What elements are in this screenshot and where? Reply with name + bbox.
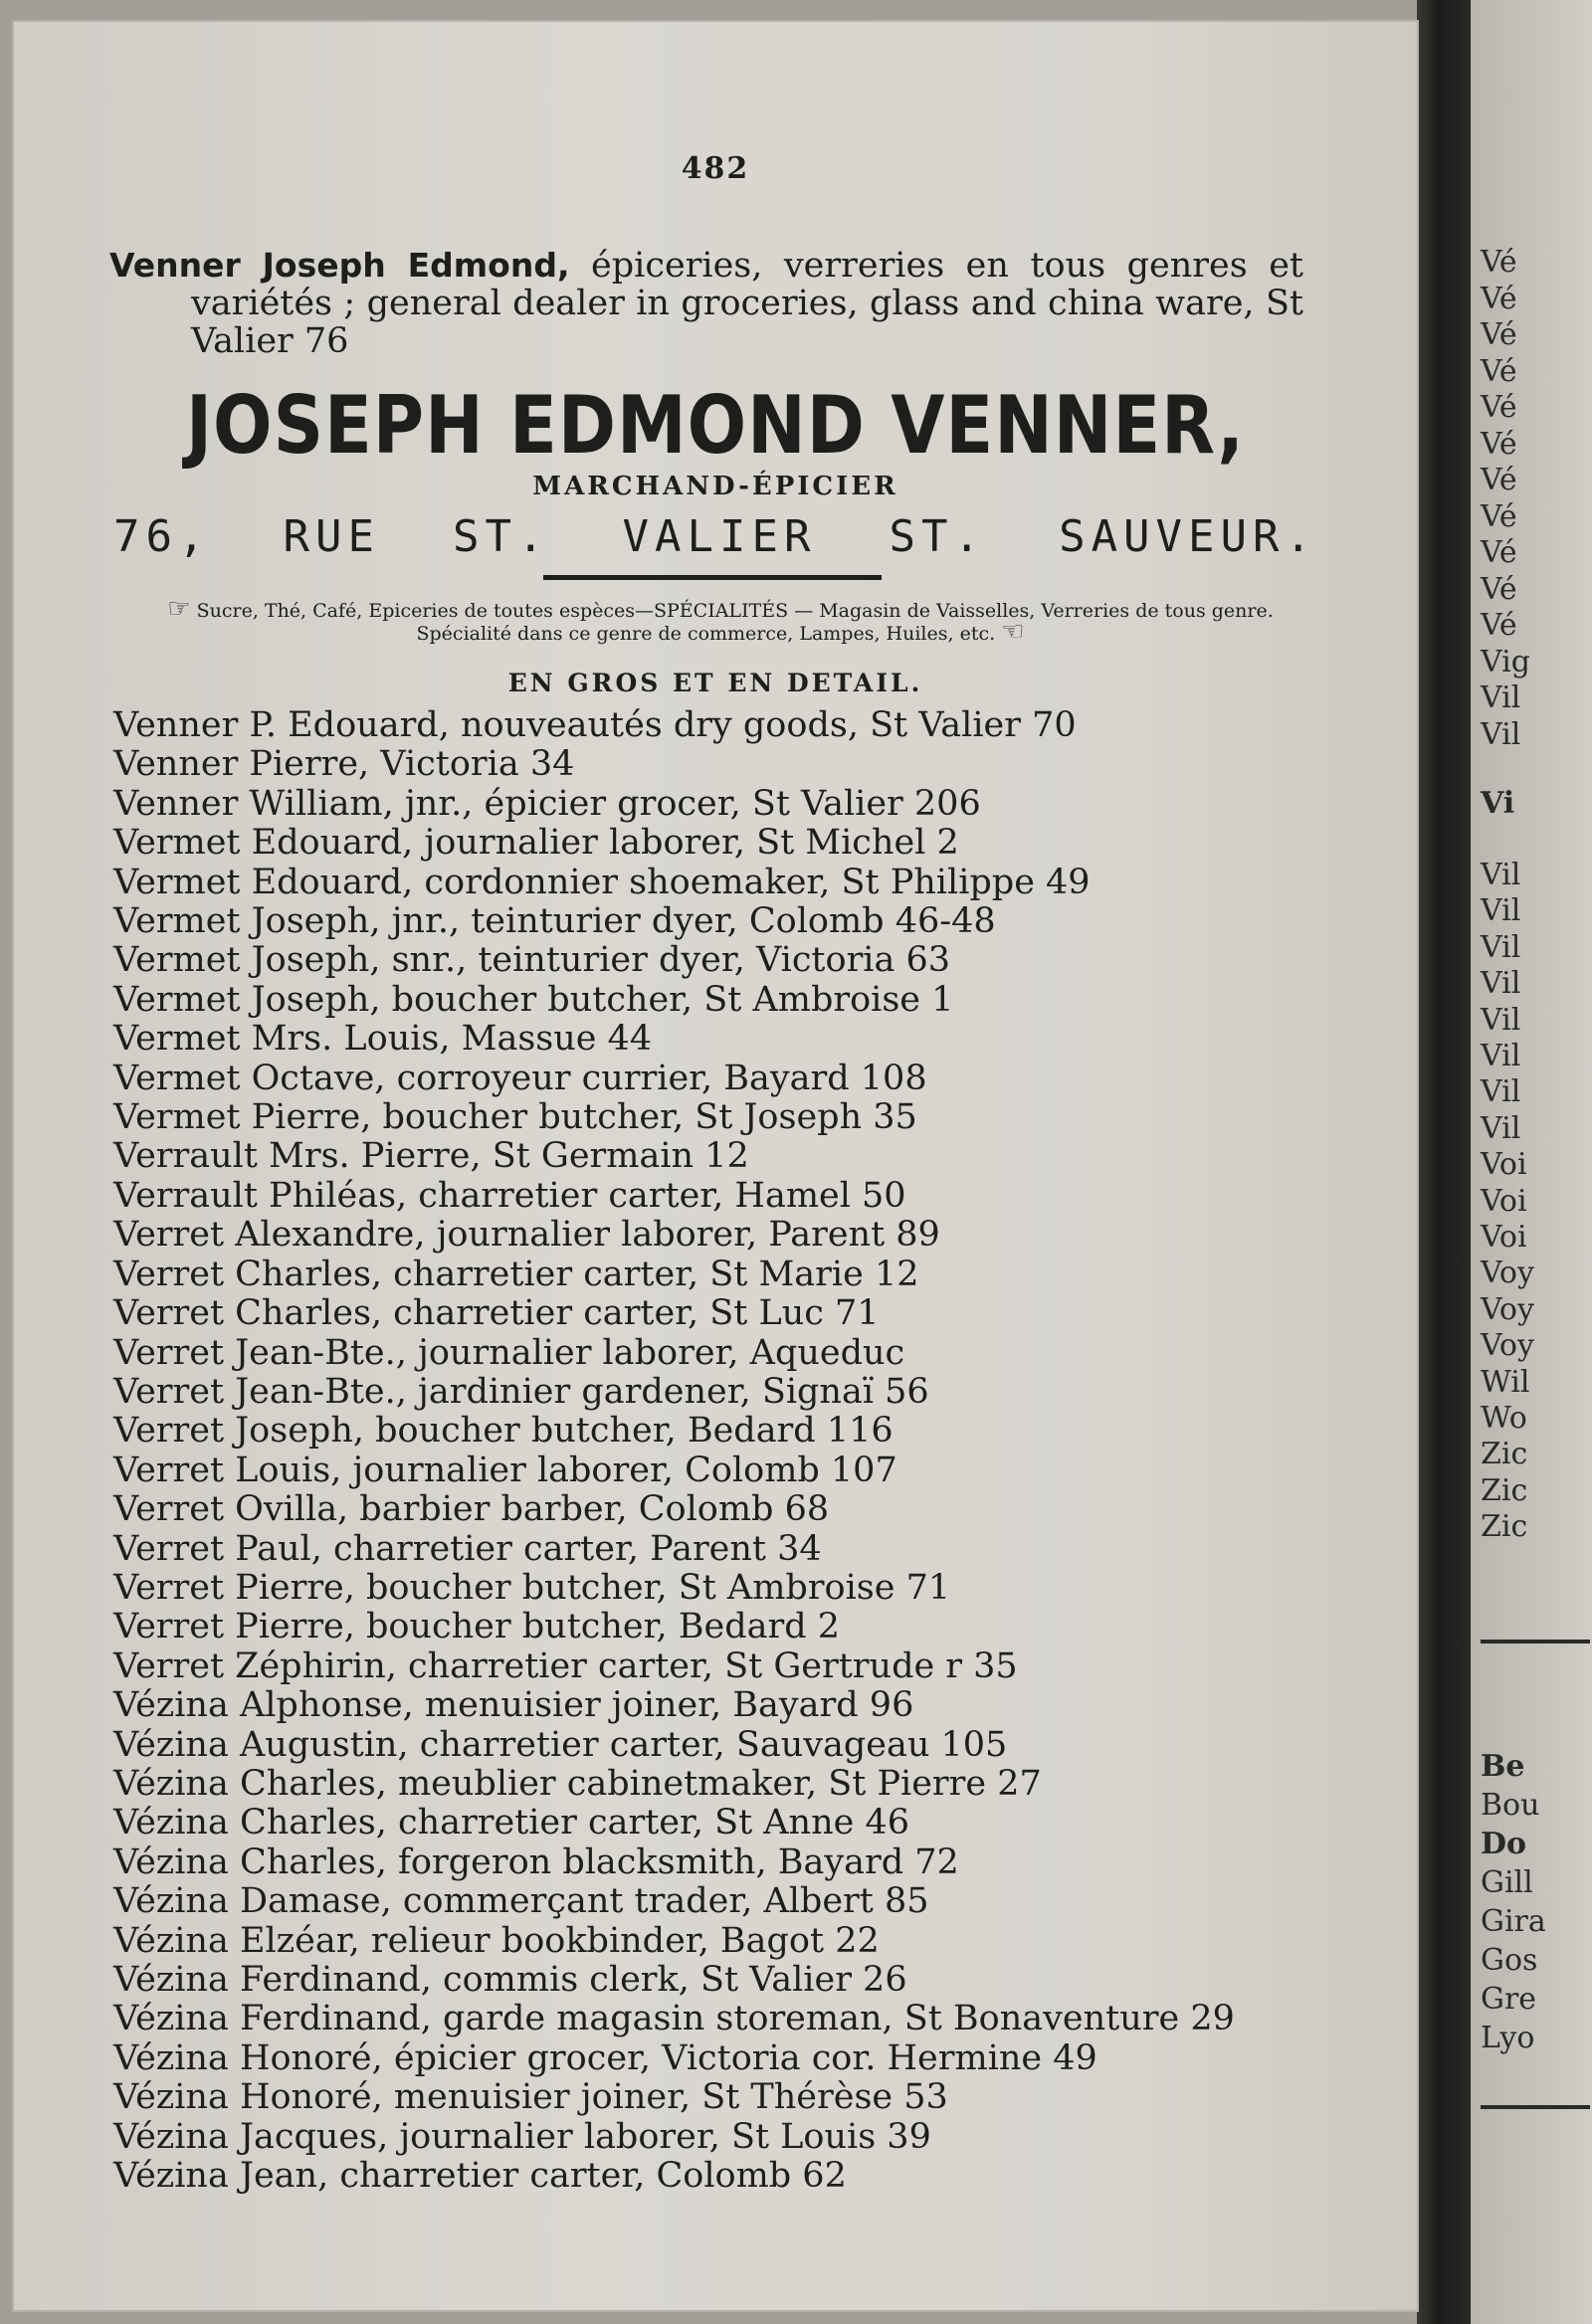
directory-page <box>14 22 1417 2310</box>
directory-entry: Verrault Mrs. Pierre, St Germain 12 <box>113 1136 749 1177</box>
directory-entry: Vézina Damase, commerçant trader, Albert 85 <box>113 1881 929 1922</box>
directory-entry: Vézina Charles, charretier carter, St Anne 46 <box>113 1803 910 1843</box>
adjacent-page-rule <box>1481 1640 1590 1644</box>
directory-entry: Vézina Elzéar, relieur bookbinder, Bagot 22 <box>113 1920 880 1961</box>
adjacent-page-fragment: Do <box>1481 1827 1527 1861</box>
directory-entry: Vézina Honoré, épicier grocer, Victoria cor. Hermine 49 <box>113 2037 1097 2078</box>
adjacent-page-fragment: Vig <box>1481 644 1530 679</box>
directory-entry: Vézina Alphonse, menuisier joiner, Bayard 96 <box>113 1685 914 1726</box>
adjacent-page-fragment: Vé <box>1481 353 1517 389</box>
directory-entry: Vézina Honoré, menuisier joiner, St Thérèse 53 <box>113 2077 948 2118</box>
adjacent-page-fragment: Bou <box>1481 1788 1540 1823</box>
adjacent-page-fragment: Zic <box>1481 1437 1528 1472</box>
adjacent-page-fragment: Vil <box>1481 1002 1521 1038</box>
adjacent-page-fragment: Vé <box>1481 608 1517 643</box>
directory-entry: Vermet Joseph, boucher butcher, St Ambroise 1 <box>113 979 954 1020</box>
directory-entry: Vézina Augustin, charretier carter, Sauvageau 105 <box>113 1724 1008 1765</box>
directory-entry: Vermet Edouard, journalier laborer, St Michel 2 <box>113 823 959 864</box>
adjacent-page-fragment: Vil <box>1481 1074 1521 1110</box>
adjacent-page-fragment: Vil <box>1481 680 1521 715</box>
advertisement-tagline: EN GROS ET EN DETAIL. <box>507 669 923 697</box>
book-gutter <box>1417 0 1471 2324</box>
adjacent-page-fragment: Vé <box>1481 498 1517 534</box>
directory-entry: Vermet Pierre, boucher butcher, St Joseph 35 <box>113 1097 917 1138</box>
adjacent-page-fragment: Voy <box>1481 1328 1534 1364</box>
pointing-hand-left-icon: ☜ <box>1001 617 1025 647</box>
advertisement-note-text: Sucre, Thé, Café, Epiceries de toutes espèces—SPÉCIALITÉS — Magasin de Vaisselles, Verreries de tous genre. Spécialité dans ce genre de commerce, Lampes, Huiles, etc. <box>196 600 1274 645</box>
adjacent-page-fragment: Vé <box>1481 245 1517 280</box>
directory-entry: Verret Jean-Bte., jardinier gardener, Signaï 56 <box>113 1371 929 1412</box>
adjacent-page-fragment: Zic <box>1481 1472 1528 1508</box>
advertisement-title: JOSEPH EDMOND VENNER, <box>186 378 1245 473</box>
adjacent-page-fragment: Wil <box>1481 1364 1530 1400</box>
adjacent-page-edge <box>1471 0 1592 2324</box>
adjacent-page-fragment: Wo <box>1481 1401 1527 1436</box>
adjacent-page-fragment: Vi <box>1481 786 1515 821</box>
adjacent-page-fragment: Vé <box>1481 390 1517 425</box>
directory-entry: Vermet Mrs. Louis, Massue 44 <box>113 1019 653 1060</box>
advertisement-subtitle: MARCHAND-ÉPICIER <box>532 472 898 501</box>
directory-entries <box>113 706 1307 2196</box>
directory-entry: Verrault Philéas, charretier carter, Hamel 50 <box>113 1175 906 1216</box>
directory-entry: Vermet Joseph, snr., teinturier dyer, Victoria 63 <box>113 940 951 981</box>
adjacent-page-fragment: Gill <box>1481 1865 1533 1900</box>
directory-entry: Verret Ovilla, barbier barber, Colomb 68 <box>113 1489 830 1530</box>
adjacent-page-fragment: Be <box>1481 1749 1525 1784</box>
adjacent-page-fragment: Voi <box>1481 1183 1527 1219</box>
adjacent-page-fragment: Vil <box>1481 1039 1521 1073</box>
directory-entry: Verret Alexandre, journalier laborer, Parent 89 <box>113 1215 940 1256</box>
adjacent-page-rule <box>1481 2105 1590 2109</box>
directory-entry: Vézina Charles, forgeron blacksmith, Bayard 72 <box>113 1841 959 1882</box>
first-entry-text: épiceries, verreries en tous genres et variétés ; general dealer in groceries, glass and china ware, St Valier 76 <box>191 246 1303 361</box>
directory-entry: Verret Pierre, boucher butcher, Bedard 2 <box>113 1607 840 1647</box>
adjacent-page-fragment: Zic <box>1481 1509 1528 1545</box>
advertisement-address: 76, RUE ST. VALIER ST. SAUVEUR. <box>113 511 1317 562</box>
adjacent-page-fragment: Voi <box>1481 1220 1527 1255</box>
directory-entry: Verret Joseph, boucher butcher, Bedard 116 <box>113 1411 894 1452</box>
directory-entry: Vézina Charles, meublier cabinetmaker, St Pierre 27 <box>113 1763 1042 1804</box>
adjacent-page-fragment: Vil <box>1481 966 1521 1002</box>
adjacent-page-fragment: Voi <box>1481 1147 1527 1183</box>
advertisement-divider <box>543 575 882 580</box>
adjacent-page-fragment: Gos <box>1481 1943 1538 1978</box>
directory-entry: Vermet Joseph, jnr., teinturier dyer, Colomb 46-48 <box>113 901 996 942</box>
directory-entry: Venner P. Edouard, nouveautés dry goods, St Valier 70 <box>113 705 1077 745</box>
advertisement-note <box>123 594 1317 647</box>
adjacent-page-fragment: Voy <box>1481 1256 1534 1291</box>
adjacent-page-fragment: Vil <box>1481 716 1521 752</box>
adjacent-page-fragment: Vil <box>1481 929 1521 965</box>
directory-entry: Verret Pierre, boucher butcher, St Ambroise 71 <box>113 1567 951 1608</box>
directory-entry: Vézina Ferdinand, garde magasin storeman, St Bonaventure 29 <box>113 1999 1235 2039</box>
directory-entry: Verret Paul, charretier carter, Parent 34 <box>113 1528 822 1569</box>
directory-entry: Vézina Jacques, journalier laborer, St Louis 39 <box>113 2116 931 2157</box>
adjacent-page-fragment: Vé <box>1481 571 1517 607</box>
directory-entry: Venner Pierre, Victoria 34 <box>113 744 575 785</box>
directory-entry: Vermet Edouard, cordonnier shoemaker, St Philippe 49 <box>113 862 1091 902</box>
directory-entry: Verret Charles, charretier carter, St Marie 12 <box>113 1254 919 1294</box>
directory-entry: Vézina Jean, charretier carter, Colomb 62 <box>113 2156 847 2197</box>
directory-entry: Verret Charles, charretier carter, St Luc 71 <box>113 1293 880 1334</box>
first-entry-name: Venner Joseph Edmond, <box>109 246 570 285</box>
adjacent-page-fragment: Vé <box>1481 281 1517 316</box>
adjacent-page-fragment: Vil <box>1481 1110 1521 1146</box>
adjacent-page-fragment: Vé <box>1481 317 1517 352</box>
adjacent-page-fragment: Vil <box>1481 893 1521 929</box>
first-entry <box>109 247 1303 360</box>
directory-entry: Verret Louis, journalier laborer, Colomb 107 <box>113 1450 897 1490</box>
directory-entry: Vézina Ferdinand, commis clerk, St Valier 26 <box>113 1960 907 2000</box>
directory-entry: Verret Jean-Bte., journalier laborer, Aqueduc <box>113 1332 905 1373</box>
adjacent-page-fragment: Vé <box>1481 426 1517 462</box>
adjacent-page-fragment: Gre <box>1481 1982 1537 2017</box>
page-number: 482 <box>681 151 750 186</box>
adjacent-page-fragment: Gira <box>1481 1904 1546 1939</box>
directory-entry: Vermet Octave, corroyeur currier, Bayard 108 <box>113 1058 927 1098</box>
directory-entry: Venner William, jnr., épicier grocer, St Valier 206 <box>113 783 981 824</box>
pointing-hand-icon: ☞ <box>167 594 191 624</box>
adjacent-page-fragment: Voy <box>1481 1291 1534 1327</box>
adjacent-page-fragment: Vil <box>1481 858 1521 892</box>
adjacent-page-fragment: Lyo <box>1481 2021 1535 2055</box>
directory-entry: Verret Zéphirin, charretier carter, St Gertrude r 35 <box>113 1646 1018 1686</box>
adjacent-page-fragment: Vé <box>1481 463 1517 497</box>
adjacent-page-fragment: Vé <box>1481 535 1517 570</box>
